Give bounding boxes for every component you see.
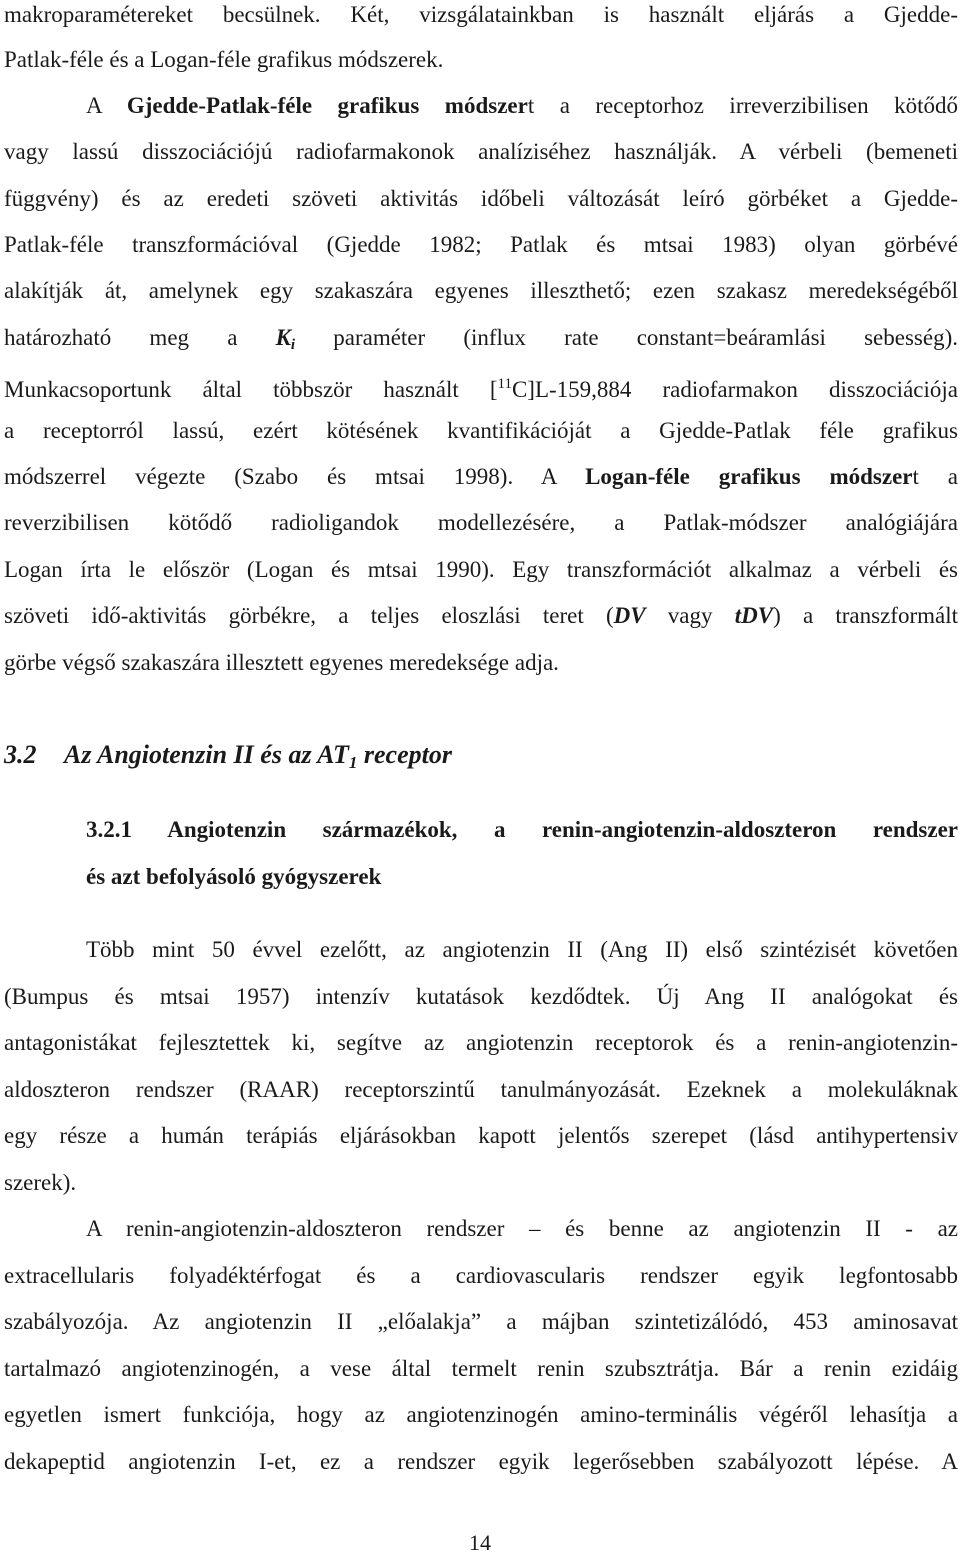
- body-text-line: antagonistákat fejlesztettek ki, segítve az angiotenzin receptorok és a renin-angiotenzin-: [4, 1030, 958, 1055]
- term-gjedde-patlak: Gjedde-Patlak-féle grafikus módszer: [126, 93, 528, 118]
- body-text-line: szöveti idő-aktivitás görbékre, a teljes eloszlási teret (DV vagy tDV) a transzformált: [4, 603, 959, 628]
- body-text-line: szerek).: [4, 1170, 77, 1195]
- body-text-line: A renin-angiotenzin-aldoszteron rendszer – és benne az angiotenzin II - az: [86, 1216, 958, 1241]
- body-text-line: makroparamétereket becsülnek. Két, vizsgálatainkban is használt eljárás a Gjedde-: [4, 2, 958, 27]
- body-text-line: aldoszteron rendszer (RAAR) receptorszintű tanulmányozását. Ezeknek a molekuláknak: [4, 1077, 958, 1102]
- body-text-line: függvény) és az eredeti szöveti aktivitás időbeli változását leíró görbéket a Gjedde-: [4, 186, 958, 211]
- term-logan: Logan-féle grafikus módszer: [585, 464, 913, 489]
- body-text-line: egy része a humán terápiás eljárásokban kapott jelentős szerepet (lásd antihypertensiv: [4, 1123, 958, 1148]
- body-text-line: módszerrel végezte (Szabo és mtsai 1998). A Logan-féle grafikus módszert a: [4, 464, 958, 489]
- body-text-line: (Bumpus és mtsai 1957) intenzív kutatások kezdődtek. Új Ang II analógokat és: [4, 984, 958, 1009]
- body-text-line: határozható meg a $K_i$ paraméter (influx rate constant=beáramlási sebesség).: [4, 325, 958, 353]
- body-text-line: szabályozója. Az angiotenzin II „előalakja” a májban szintetizálódó, 453 aminosavat: [4, 1309, 958, 1334]
- body-text-line: dekapeptid angiotenzin I-et, ez a rendszer egyik legerősebben szabályozott lépése. A: [4, 1449, 958, 1474]
- body-text-line: a receptorról lassú, ezért kötésének kvantifikációját a Gjedde-Patlak féle grafikus: [4, 418, 958, 443]
- body-text-line: Munkacsoportunk által többször használt [$^{11}$C]L-159,884 radiofarmakon disszociációja: [4, 376, 958, 402]
- body-text-line: Logan írta le először (Logan és mtsai 1990). Egy transzformációt alkalmaz a vérbeli és: [4, 557, 958, 582]
- body-text-line: reverzibilisen kötődő radioligandok modellezésére, a Patlak-módszer analógiájára: [4, 510, 958, 535]
- body-text-line: egyetlen ismert funkciója, hogy az angiotenzinogén amino-terminális végéről lehasítja a: [4, 1402, 958, 1427]
- subsection-heading-cont: és azt befolyásoló gyógyszerek: [86, 864, 382, 889]
- body-text-line: A Gjedde-Patlak-féle grafikus módszert a receptorhoz irreverzibilisen kötődő: [86, 93, 959, 118]
- body-text-line: vagy lassú disszociációjú radiofarmakonok analíziséhez használják. A vérbeli (bemeneti: [4, 139, 958, 164]
- page-number: 14: [469, 1530, 491, 1555]
- body-text-line: alakítják át, amelynek egy szakaszára egyenes illeszthető; ezen szakasz meredekségéből: [4, 278, 958, 303]
- body-text-line: extracellularis folyadéktérfogat és a cardiovascularis rendszer egyik legfontosabb: [4, 1263, 958, 1288]
- body-text-line: tartalmazó angiotenzinogén, a vese által termelt renin szubsztrátja. Bár a renin ezidáig: [4, 1356, 958, 1381]
- body-text-line: Patlak-féle transzformációval (Gjedde 1982; Patlak és mtsai 1983) olyan görbévé: [4, 232, 958, 257]
- section-number: 3.2: [4, 740, 37, 769]
- body-text-line: Több mint 50 évvel ezelőtt, az angiotenzin II (Ang II) első szintézisét követően: [86, 937, 958, 962]
- body-text-line: Patlak-féle és a Logan-féle grafikus módszerek.: [4, 47, 444, 72]
- section-heading: 3.2 Az Angiotenzin II és az AT1 receptor: [4, 740, 452, 772]
- subsection-heading: 3.2.1 Angiotenzin származékok, a renin-angiotenzin-aldoszteron rendszer: [86, 817, 958, 842]
- body-text-line: görbe végső szakaszára illesztett egyenes meredeksége adja.: [4, 650, 559, 675]
